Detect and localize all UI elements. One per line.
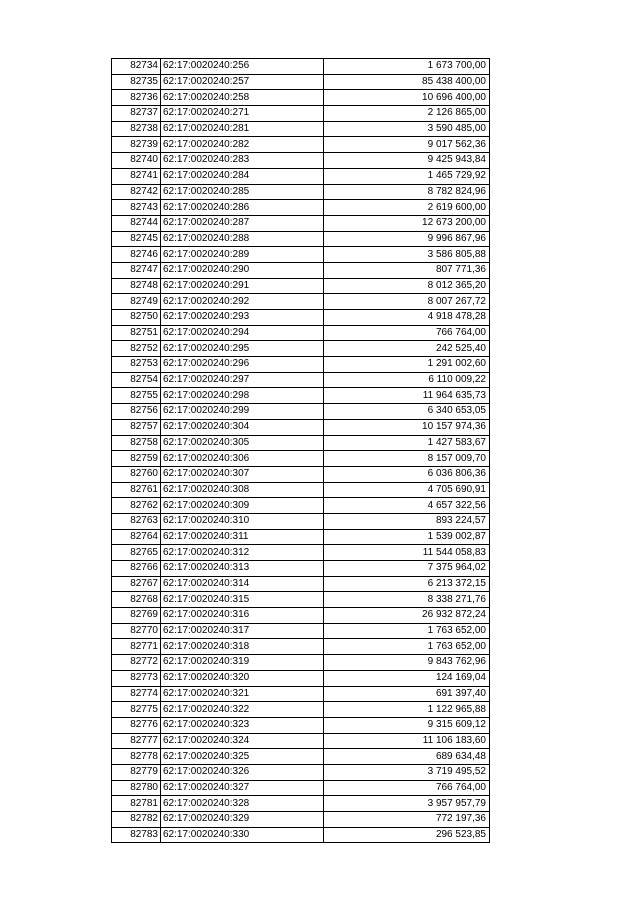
row-number-cell: 82736 bbox=[112, 90, 161, 106]
table-row bbox=[112, 357, 490, 373]
cadastral-number-cell: 62:17:0020240:316 bbox=[161, 608, 324, 624]
row-number-cell: 82752 bbox=[112, 341, 161, 357]
row-number-cell: 82782 bbox=[112, 812, 161, 828]
cadastral-value-cell: 1 763 652,00 bbox=[324, 639, 490, 655]
cadastral-number-cell: 62:17:0020240:307 bbox=[161, 466, 324, 482]
cadastral-number-cell: 62:17:0020240:326 bbox=[161, 764, 324, 780]
table-row bbox=[112, 498, 490, 514]
cadastral-number-cell: 62:17:0020240:309 bbox=[161, 498, 324, 514]
table-row bbox=[112, 341, 490, 357]
row-number-cell: 82767 bbox=[112, 576, 161, 592]
cadastral-value-cell: 3 590 485,00 bbox=[324, 121, 490, 137]
table-row bbox=[112, 749, 490, 765]
cadastral-value-cell: 772 197,36 bbox=[324, 812, 490, 828]
row-number-cell: 82768 bbox=[112, 592, 161, 608]
cadastral-number-cell: 62:17:0020240:286 bbox=[161, 200, 324, 216]
cadastral-value-cell: 10 157 974,36 bbox=[324, 419, 490, 435]
row-number-cell: 82751 bbox=[112, 325, 161, 341]
cadastral-number-cell: 62:17:0020240:271 bbox=[161, 106, 324, 122]
cadastral-value-table bbox=[111, 58, 490, 843]
cadastral-value-cell: 11 964 635,73 bbox=[324, 388, 490, 404]
table-row bbox=[112, 608, 490, 624]
table-row bbox=[112, 262, 490, 278]
row-number-cell: 82740 bbox=[112, 153, 161, 169]
cadastral-number-cell: 62:17:0020240:295 bbox=[161, 341, 324, 357]
row-number-cell: 82773 bbox=[112, 670, 161, 686]
row-number-cell: 82781 bbox=[112, 796, 161, 812]
cadastral-value-cell: 4 918 478,28 bbox=[324, 310, 490, 326]
table-row bbox=[112, 545, 490, 561]
row-number-cell: 82762 bbox=[112, 498, 161, 514]
row-number-cell: 82739 bbox=[112, 137, 161, 153]
cadastral-number-cell: 62:17:0020240:258 bbox=[161, 90, 324, 106]
cadastral-value-cell: 1 122 965,88 bbox=[324, 702, 490, 718]
row-number-cell: 82776 bbox=[112, 717, 161, 733]
cadastral-number-cell: 62:17:0020240:329 bbox=[161, 812, 324, 828]
row-number-cell: 82746 bbox=[112, 247, 161, 263]
cadastral-value-cell: 6 110 009,22 bbox=[324, 372, 490, 388]
table-row bbox=[112, 388, 490, 404]
cadastral-value-cell: 1 465 729,92 bbox=[324, 168, 490, 184]
cadastral-number-cell: 62:17:0020240:330 bbox=[161, 827, 324, 843]
cadastral-value-cell: 2 619 600,00 bbox=[324, 200, 490, 216]
row-number-cell: 82765 bbox=[112, 545, 161, 561]
cadastral-value-cell: 8 338 271,76 bbox=[324, 592, 490, 608]
table-row bbox=[112, 278, 490, 294]
row-number-cell: 82780 bbox=[112, 780, 161, 796]
row-number-cell: 82737 bbox=[112, 106, 161, 122]
cadastral-value-cell: 85 438 400,00 bbox=[324, 74, 490, 90]
cadastral-number-cell: 62:17:0020240:299 bbox=[161, 404, 324, 420]
cadastral-number-cell: 62:17:0020240:290 bbox=[161, 262, 324, 278]
row-number-cell: 82754 bbox=[112, 372, 161, 388]
table-row bbox=[112, 451, 490, 467]
cadastral-number-cell: 62:17:0020240:313 bbox=[161, 561, 324, 577]
cadastral-number-cell: 62:17:0020240:310 bbox=[161, 513, 324, 529]
cadastral-value-cell: 9 017 562,36 bbox=[324, 137, 490, 153]
cadastral-number-cell: 62:17:0020240:284 bbox=[161, 168, 324, 184]
cadastral-value-cell: 6 213 372,15 bbox=[324, 576, 490, 592]
cadastral-value-cell: 26 932 872,24 bbox=[324, 608, 490, 624]
table-row bbox=[112, 435, 490, 451]
cadastral-number-cell: 62:17:0020240:324 bbox=[161, 733, 324, 749]
cadastral-number-cell: 62:17:0020240:311 bbox=[161, 529, 324, 545]
row-number-cell: 82763 bbox=[112, 513, 161, 529]
cadastral-value-cell: 9 996 867,96 bbox=[324, 231, 490, 247]
table-row bbox=[112, 153, 490, 169]
table-row bbox=[112, 812, 490, 828]
cadastral-value-cell: 766 764,00 bbox=[324, 325, 490, 341]
cadastral-value-cell: 689 634,48 bbox=[324, 749, 490, 765]
cadastral-number-cell: 62:17:0020240:322 bbox=[161, 702, 324, 718]
cadastral-number-cell: 62:17:0020240:283 bbox=[161, 153, 324, 169]
table-row bbox=[112, 121, 490, 137]
cadastral-value-cell: 8 157 009,70 bbox=[324, 451, 490, 467]
table-row bbox=[112, 702, 490, 718]
row-number-cell: 82744 bbox=[112, 215, 161, 231]
cadastral-value-cell: 1 291 002,60 bbox=[324, 357, 490, 373]
table-row bbox=[112, 184, 490, 200]
table-row bbox=[112, 466, 490, 482]
table-body bbox=[112, 59, 490, 843]
table-row bbox=[112, 310, 490, 326]
cadastral-number-cell: 62:17:0020240:285 bbox=[161, 184, 324, 200]
table-row bbox=[112, 404, 490, 420]
row-number-cell: 82761 bbox=[112, 482, 161, 498]
cadastral-value-cell: 766 764,00 bbox=[324, 780, 490, 796]
cadastral-value-cell: 6 340 653,05 bbox=[324, 404, 490, 420]
cadastral-number-cell: 62:17:0020240:297 bbox=[161, 372, 324, 388]
row-number-cell: 82742 bbox=[112, 184, 161, 200]
cadastral-number-cell: 62:17:0020240:281 bbox=[161, 121, 324, 137]
cadastral-number-cell: 62:17:0020240:282 bbox=[161, 137, 324, 153]
table-row bbox=[112, 137, 490, 153]
row-number-cell: 82758 bbox=[112, 435, 161, 451]
cadastral-number-cell: 62:17:0020240:298 bbox=[161, 388, 324, 404]
table-row bbox=[112, 106, 490, 122]
row-number-cell: 82750 bbox=[112, 310, 161, 326]
cadastral-value-cell: 807 771,36 bbox=[324, 262, 490, 278]
table-row bbox=[112, 215, 490, 231]
row-number-cell: 82779 bbox=[112, 764, 161, 780]
row-number-cell: 82777 bbox=[112, 733, 161, 749]
row-number-cell: 82778 bbox=[112, 749, 161, 765]
row-number-cell: 82753 bbox=[112, 357, 161, 373]
row-number-cell: 82743 bbox=[112, 200, 161, 216]
table-row bbox=[112, 231, 490, 247]
cadastral-number-cell: 62:17:0020240:304 bbox=[161, 419, 324, 435]
cadastral-value-cell: 8 012 365,20 bbox=[324, 278, 490, 294]
row-number-cell: 82734 bbox=[112, 59, 161, 75]
cadastral-value-cell: 296 523,85 bbox=[324, 827, 490, 843]
row-number-cell: 82769 bbox=[112, 608, 161, 624]
row-number-cell: 82735 bbox=[112, 74, 161, 90]
cadastral-number-cell: 62:17:0020240:256 bbox=[161, 59, 324, 75]
cadastral-number-cell: 62:17:0020240:327 bbox=[161, 780, 324, 796]
cadastral-value-cell: 11 106 183,60 bbox=[324, 733, 490, 749]
cadastral-number-cell: 62:17:0020240:292 bbox=[161, 294, 324, 310]
row-number-cell: 82755 bbox=[112, 388, 161, 404]
cadastral-value-cell: 1 763 652,00 bbox=[324, 623, 490, 639]
table-row bbox=[112, 513, 490, 529]
cadastral-number-cell: 62:17:0020240:325 bbox=[161, 749, 324, 765]
cadastral-value-cell: 9 315 609,12 bbox=[324, 717, 490, 733]
table-row bbox=[112, 576, 490, 592]
table-row bbox=[112, 74, 490, 90]
table-row bbox=[112, 764, 490, 780]
cadastral-number-cell: 62:17:0020240:289 bbox=[161, 247, 324, 263]
cadastral-number-cell: 62:17:0020240:288 bbox=[161, 231, 324, 247]
cadastral-number-cell: 62:17:0020240:296 bbox=[161, 357, 324, 373]
cadastral-number-cell: 62:17:0020240:314 bbox=[161, 576, 324, 592]
cadastral-value-cell: 6 036 806,36 bbox=[324, 466, 490, 482]
row-number-cell: 82783 bbox=[112, 827, 161, 843]
table-row bbox=[112, 200, 490, 216]
cadastral-number-cell: 62:17:0020240:321 bbox=[161, 686, 324, 702]
table-row bbox=[112, 780, 490, 796]
table-row bbox=[112, 372, 490, 388]
cadastral-value-cell: 3 586 805,88 bbox=[324, 247, 490, 263]
table-row bbox=[112, 325, 490, 341]
cadastral-value-cell: 691 397,40 bbox=[324, 686, 490, 702]
row-number-cell: 82764 bbox=[112, 529, 161, 545]
cadastral-value-cell: 9 843 762,96 bbox=[324, 655, 490, 671]
cadastral-number-cell: 62:17:0020240:306 bbox=[161, 451, 324, 467]
table-row bbox=[112, 655, 490, 671]
cadastral-number-cell: 62:17:0020240:257 bbox=[161, 74, 324, 90]
row-number-cell: 82760 bbox=[112, 466, 161, 482]
table-row bbox=[112, 561, 490, 577]
cadastral-number-cell: 62:17:0020240:308 bbox=[161, 482, 324, 498]
cadastral-number-cell: 62:17:0020240:287 bbox=[161, 215, 324, 231]
cadastral-value-cell: 9 425 943,84 bbox=[324, 153, 490, 169]
table-row bbox=[112, 59, 490, 75]
cadastral-number-cell: 62:17:0020240:315 bbox=[161, 592, 324, 608]
row-number-cell: 82756 bbox=[112, 404, 161, 420]
cadastral-number-cell: 62:17:0020240:312 bbox=[161, 545, 324, 561]
row-number-cell: 82759 bbox=[112, 451, 161, 467]
row-number-cell: 82745 bbox=[112, 231, 161, 247]
cadastral-value-cell: 1 427 583,67 bbox=[324, 435, 490, 451]
table-row bbox=[112, 90, 490, 106]
row-number-cell: 82748 bbox=[112, 278, 161, 294]
row-number-cell: 82757 bbox=[112, 419, 161, 435]
table-row bbox=[112, 247, 490, 263]
cadastral-value-cell: 1 539 002,87 bbox=[324, 529, 490, 545]
cadastral-number-cell: 62:17:0020240:305 bbox=[161, 435, 324, 451]
cadastral-value-cell: 3 957 957,79 bbox=[324, 796, 490, 812]
table-row bbox=[112, 529, 490, 545]
cadastral-value-cell: 2 126 865,00 bbox=[324, 106, 490, 122]
cadastral-number-cell: 62:17:0020240:291 bbox=[161, 278, 324, 294]
cadastral-value-cell: 242 525,40 bbox=[324, 341, 490, 357]
row-number-cell: 82747 bbox=[112, 262, 161, 278]
row-number-cell: 82749 bbox=[112, 294, 161, 310]
row-number-cell: 82738 bbox=[112, 121, 161, 137]
table-row bbox=[112, 419, 490, 435]
table-row bbox=[112, 686, 490, 702]
cadastral-value-cell: 8 007 267,72 bbox=[324, 294, 490, 310]
cadastral-number-cell: 62:17:0020240:294 bbox=[161, 325, 324, 341]
cadastral-number-cell: 62:17:0020240:317 bbox=[161, 623, 324, 639]
table-row bbox=[112, 294, 490, 310]
table-row bbox=[112, 796, 490, 812]
table-row bbox=[112, 717, 490, 733]
row-number-cell: 82772 bbox=[112, 655, 161, 671]
row-number-cell: 82775 bbox=[112, 702, 161, 718]
cadastral-number-cell: 62:17:0020240:318 bbox=[161, 639, 324, 655]
cadastral-value-cell: 8 782 824,96 bbox=[324, 184, 490, 200]
row-number-cell: 82774 bbox=[112, 686, 161, 702]
table-row bbox=[112, 827, 490, 843]
cadastral-number-cell: 62:17:0020240:328 bbox=[161, 796, 324, 812]
cadastral-value-cell: 4 705 690,91 bbox=[324, 482, 490, 498]
table-row bbox=[112, 639, 490, 655]
table-row bbox=[112, 168, 490, 184]
cadastral-value-cell: 3 719 495,52 bbox=[324, 764, 490, 780]
cadastral-number-cell: 62:17:0020240:319 bbox=[161, 655, 324, 671]
cadastral-number-cell: 62:17:0020240:323 bbox=[161, 717, 324, 733]
cadastral-value-cell: 11 544 058,83 bbox=[324, 545, 490, 561]
table-row bbox=[112, 670, 490, 686]
cadastral-number-cell: 62:17:0020240:320 bbox=[161, 670, 324, 686]
row-number-cell: 82770 bbox=[112, 623, 161, 639]
cadastral-number-cell: 62:17:0020240:293 bbox=[161, 310, 324, 326]
cadastral-value-cell: 12 673 200,00 bbox=[324, 215, 490, 231]
cadastral-value-cell: 124 169,04 bbox=[324, 670, 490, 686]
table-row bbox=[112, 482, 490, 498]
row-number-cell: 82741 bbox=[112, 168, 161, 184]
cadastral-value-cell: 1 673 700,00 bbox=[324, 59, 490, 75]
table-row bbox=[112, 733, 490, 749]
cadastral-value-cell: 4 657 322,56 bbox=[324, 498, 490, 514]
row-number-cell: 82771 bbox=[112, 639, 161, 655]
table-row bbox=[112, 623, 490, 639]
row-number-cell: 82766 bbox=[112, 561, 161, 577]
table-row bbox=[112, 592, 490, 608]
cadastral-value-cell: 7 375 964,02 bbox=[324, 561, 490, 577]
cadastral-value-cell: 10 696 400,00 bbox=[324, 90, 490, 106]
cadastral-value-cell: 893 224,57 bbox=[324, 513, 490, 529]
